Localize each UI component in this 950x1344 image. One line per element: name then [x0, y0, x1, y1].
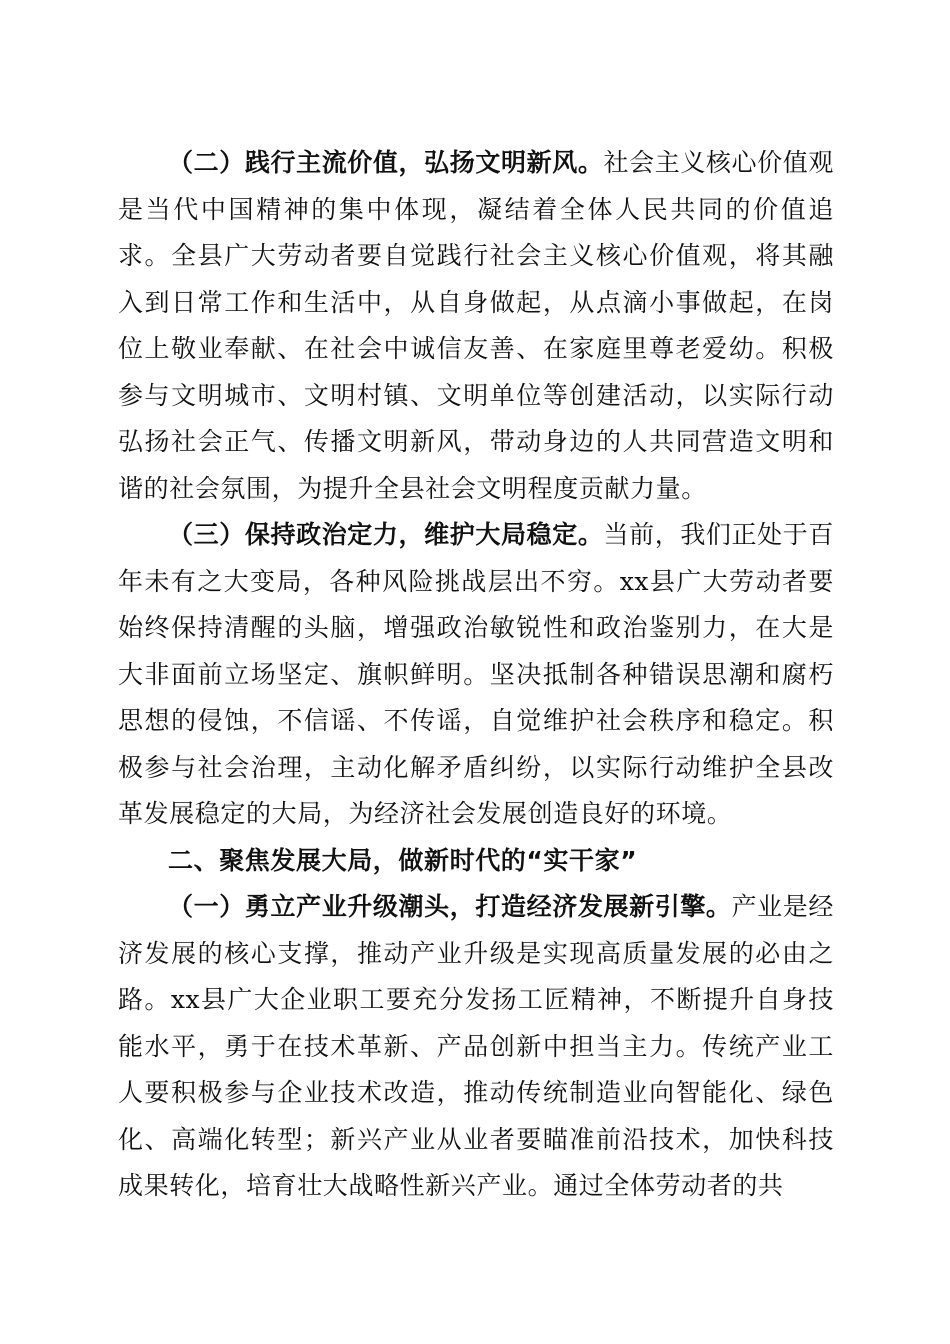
paragraph-text: 当前，我们正处于百年未有之大变局，各种风险挑战层出不穷。xx县广大劳动者要始终保持清醒的头脑，增强政治敏锐性和政治鉴别力，在大是大非面前立场坚定、旗帜鲜明。坚决抵制各种错误思潮和腐朽思想的侵蚀，不信谣、不传谣，自觉维护社会秩序和稳定。积极参与社会治理，主动化解矛盾纠纷，以实际行动维护全县改革发展稳定的大局，为经济社会发展创造良好的环境。 — [118, 520, 834, 828]
paragraph-political-stability — [118, 512, 834, 838]
paragraph-text: 产业是经济发展的核心支撑，推动产业升级是实现高质量发展的必由之路。xx县广大企业职工要充分发扬工匠精神，不断提升自身技能水平，勇于在技术革新、产品创新中担当主力。传统产业工人要积极参与企业技术改造，推动传统制造业向智能化、绿色化、高端化转型；新兴产业从业者要瞄准前沿技术，加快科技成果转化，培育壮大战略性新兴产业。通过全体劳动者的共 — [118, 892, 834, 1200]
paragraph-lead: （一）勇立产业升级潮头，打造经济发展新引擎。 — [168, 892, 732, 921]
paragraph-text: 社会主义核心价值观是当代中国精神的集中体现，凝结着全体人民共同的价值追求。全县广大劳动者要自觉践行社会主义核心价值观，将其融入到日常工作和生活中，从自身做起，从点滴小事做起，在岗位上敬业奉献、在社会中诚信友善、在家庭里尊老爱幼。积极参与文明城市、文明村镇、文明单位等创建活动，以实际行动弘扬社会正气、传播文明新风，带动身边的人共同营造文明和谐的社会氛围，为提升全县社会文明程度贡献力量。 — [118, 148, 834, 503]
paragraph-industry-upgrade — [118, 884, 834, 1210]
paragraph-lead: （三）保持政治定力，维护大局稳定。 — [168, 520, 604, 549]
paragraph-lead: （二）践行主流价值，弘扬文明新风。 — [168, 148, 604, 177]
document-body — [118, 140, 834, 1210]
section-heading: 二、聚焦发展大局，做新时代的“实干家” — [168, 845, 638, 875]
paragraph-practice-values — [118, 140, 834, 512]
